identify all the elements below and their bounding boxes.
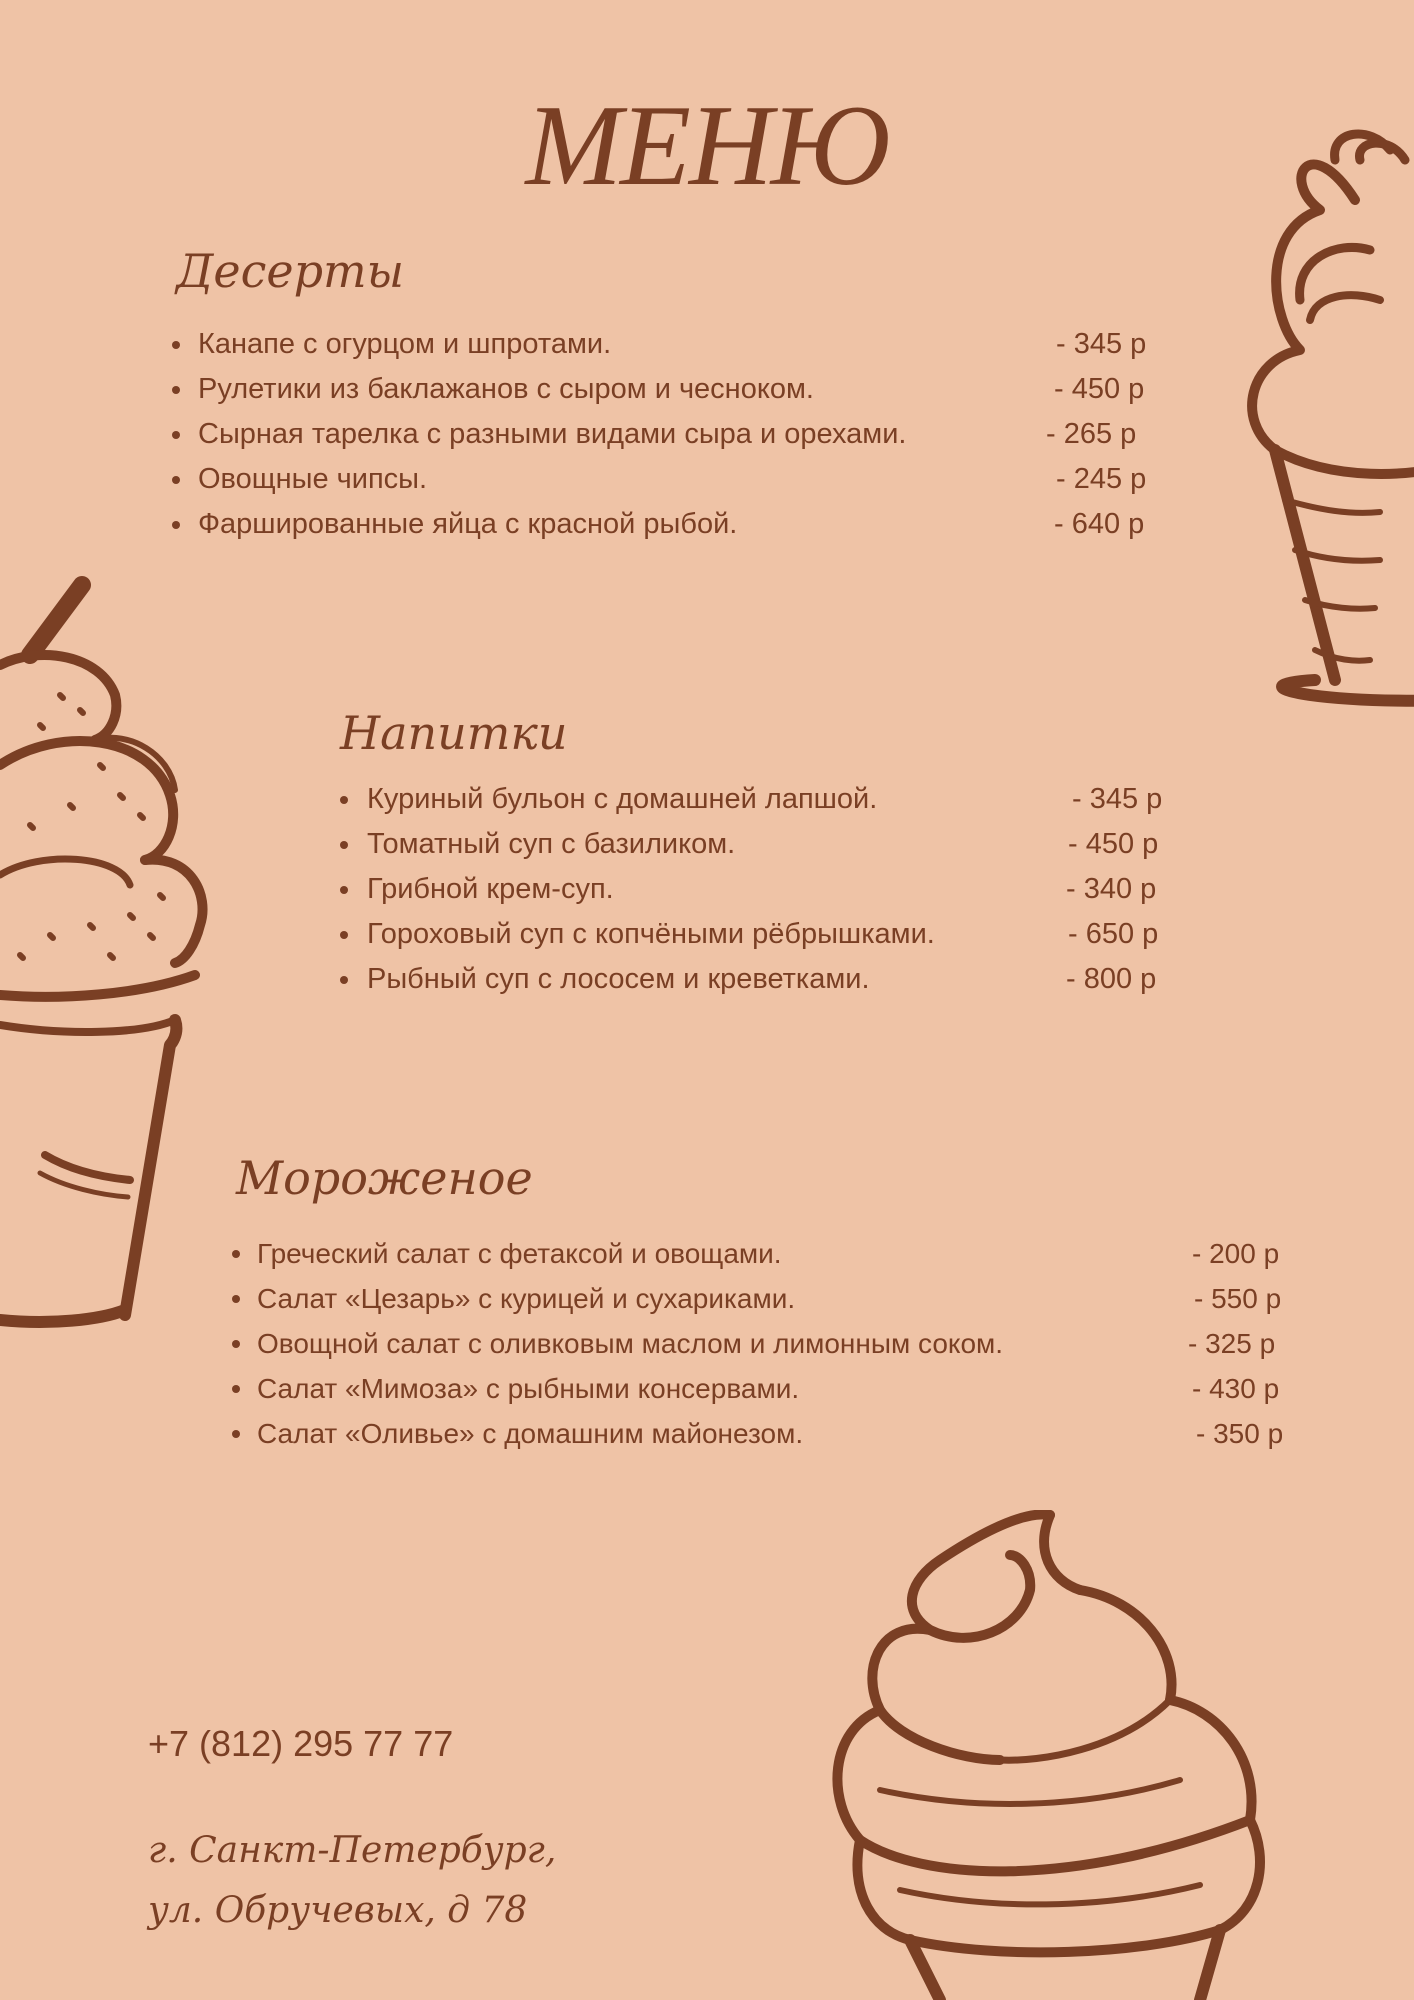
item-price: - 550 р [1194, 1283, 1282, 1314]
list-item [232, 1321, 1332, 1366]
soft-serve-cone-bottom-icon [820, 1510, 1280, 2000]
bullet-icon [340, 841, 348, 849]
phone-number: +7 (812) 295 77 77 [148, 1723, 454, 1764]
bullet-icon [172, 341, 180, 349]
item-price: - 265 р [1046, 418, 1137, 450]
item-price: - 325 р [1188, 1328, 1276, 1359]
section-title-ice-cream: Мороженое [236, 1151, 533, 1205]
item-name: Томатный суп с базиликом. [367, 828, 736, 860]
item-name: Салат «Мимоза» с рыбными консервами. [257, 1373, 800, 1404]
bullet-icon [232, 1250, 240, 1258]
list-item [172, 322, 1172, 367]
list-item [340, 822, 1240, 867]
section-title-drinks: Напитки [340, 706, 568, 760]
item-price: - 340 р [1066, 873, 1157, 905]
address-line-2: ул. Обручевых, д 78 [148, 1890, 528, 1931]
bullet-icon [232, 1340, 240, 1348]
item-name: Овощной салат с оливковым маслом и лимонным соком. [257, 1328, 1004, 1359]
bullet-icon [340, 931, 348, 939]
item-price: - 640 р [1054, 508, 1145, 540]
address-line-1: г. Санкт-Петербург, [148, 1830, 557, 1871]
bullet-icon [172, 521, 180, 529]
item-name: Фаршированные яйца с красной рыбой. [198, 508, 738, 540]
bullet-icon [340, 886, 348, 894]
ice-cream-cup-top-right-icon [1240, 120, 1414, 720]
item-name: Грибной крем-суп. [367, 873, 614, 905]
list-item [172, 502, 1172, 547]
item-name: Канапе с огурцом и шпротами. [198, 328, 612, 360]
list-item [172, 367, 1172, 412]
item-price: - 450 р [1068, 828, 1159, 860]
item-price: - 345 р [1072, 783, 1163, 815]
bullet-icon [340, 976, 348, 984]
bullet-icon [172, 476, 180, 484]
desserts-list [172, 322, 1172, 547]
item-name: Рыбный суп с лососем и креветками. [367, 963, 870, 995]
list-item [340, 777, 1240, 822]
list-item [232, 1366, 1332, 1411]
item-price: - 650 р [1068, 918, 1159, 950]
item-price: - 350 р [1196, 1418, 1284, 1449]
bullet-icon [172, 386, 180, 394]
bullet-icon [232, 1295, 240, 1303]
drinks-list [340, 777, 1240, 1002]
item-price: - 430 р [1192, 1373, 1280, 1404]
item-name: Куриный бульон с домашней лапшой. [367, 783, 878, 815]
item-name: Салат «Цезарь» с курицей и сухариками. [257, 1283, 796, 1314]
item-price: - 450 р [1054, 373, 1145, 405]
list-item [232, 1411, 1332, 1456]
list-item [340, 957, 1240, 1002]
item-price: - 800 р [1066, 963, 1157, 995]
item-name: Салат «Оливье» с домашним майонезом. [257, 1418, 804, 1449]
ice-cream-list [232, 1231, 1332, 1456]
menu-title: МЕНЮ [525, 82, 889, 210]
milkshake-left-icon [0, 565, 220, 1345]
bullet-icon [232, 1430, 240, 1438]
item-price: - 200 р [1192, 1238, 1280, 1269]
bullet-icon [232, 1385, 240, 1393]
list-item [232, 1231, 1332, 1276]
item-name: Гороховый суп с копчёными рёбрышками. [367, 918, 935, 950]
section-title-desserts: Десерты [176, 244, 405, 298]
list-item [232, 1276, 1332, 1321]
item-name: Овощные чипсы. [198, 463, 428, 495]
item-name: Рулетики из баклажанов с сыром и чесноком. [198, 373, 814, 405]
bullet-icon [172, 431, 180, 439]
item-name: Сырная тарелка с разными видами сыра и орехами. [198, 418, 907, 450]
bullet-icon [340, 796, 348, 804]
item-price: - 245 р [1056, 463, 1147, 495]
list-item [172, 457, 1172, 502]
list-item [340, 912, 1240, 957]
item-price: - 345 р [1056, 328, 1147, 360]
item-name: Греческий салат с фетаксой и овощами. [257, 1238, 782, 1269]
list-item [172, 412, 1172, 457]
list-item [340, 867, 1240, 912]
